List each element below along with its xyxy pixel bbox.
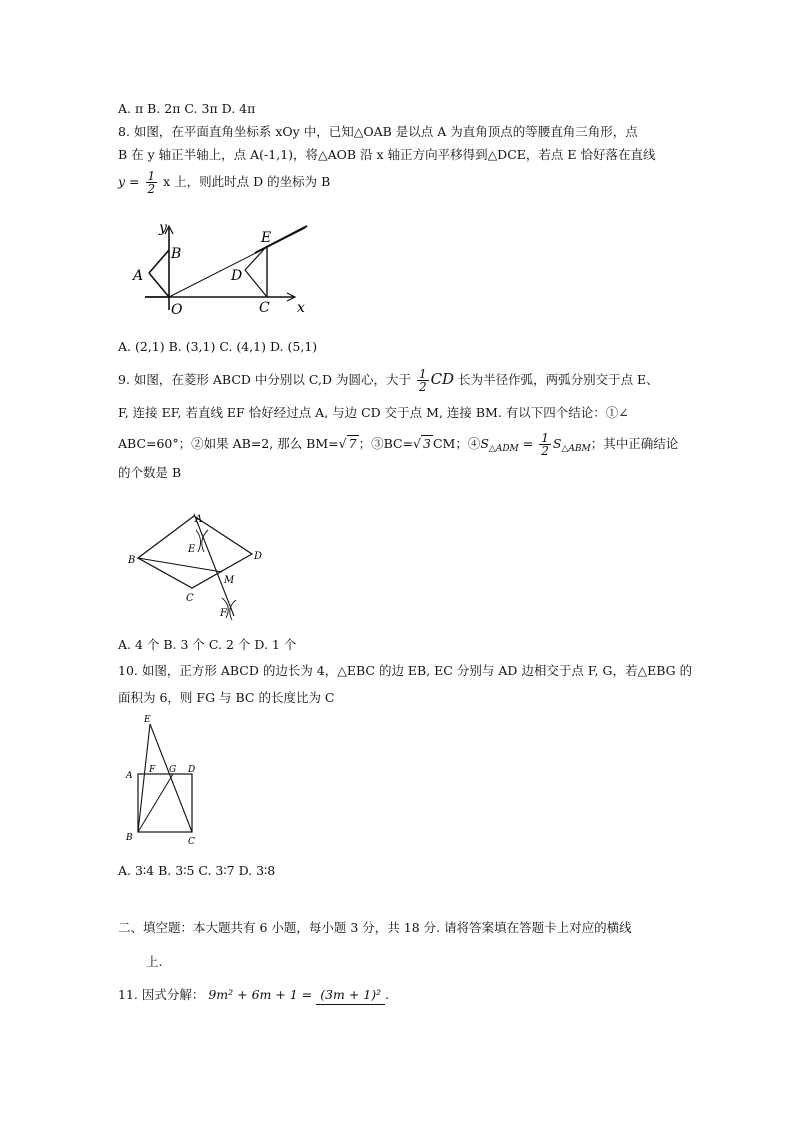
q9-sqrt7: √ 7 [338, 436, 357, 451]
q9-s-right-sub: △ABM [561, 444, 591, 454]
q11-line [118, 986, 389, 1005]
q8-label-B: B [171, 246, 182, 262]
q8-options: A. (2,1) B. (3,1) C. (4,1) D. (5,1) [118, 339, 318, 354]
q8-figure-svg [125, 218, 315, 318]
q9-sqrt3: √ 3 [413, 436, 431, 451]
q10-label-E: E [144, 715, 151, 725]
q9-s-left-sub: △ADM [488, 444, 519, 454]
q9-label-A: A [195, 514, 203, 525]
section2-line1: 二、填空题：本大题共有 6 小题，每小题 3 分，共 18 分. 请将答案填在答题卡上对应的横线 [118, 920, 632, 935]
q11-prefix: 11. 因式分解： [118, 987, 205, 1002]
q9-frac-num: 1 [418, 367, 427, 381]
q8-frac-num: 1 [147, 169, 156, 183]
q8-fraction [146, 170, 158, 195]
q8-label-y: y [159, 220, 167, 236]
q10-label-A: A [126, 771, 133, 781]
q10-options: A. 3∶4 B. 3∶5 C. 3∶7 D. 3∶8 [118, 863, 276, 878]
q10-label-B: B [126, 833, 133, 843]
q8-line2: B 在 y 轴正半轴上，点 A(-1,1)，将△AOB 沿 x 轴正方向平移得到△DCE，若点 E 恰好落在直线 [118, 147, 656, 162]
q10-label-D: D [188, 765, 196, 775]
q9-line3-a: ABC=60°；②如果 AB=2, 那么 BM= [118, 436, 339, 451]
q9-frac2-num: 1 [541, 431, 549, 445]
q10-line1: 10. 如图，正方形 ABCD 的边长为 4，△EBC 的边 EB, EC 分别与 AD 边相交于点 F, G，若△EBG 的 [118, 663, 693, 678]
q8-line3 [118, 170, 330, 195]
q9-s-right: S [552, 436, 562, 451]
section2-line2: 上. [146, 954, 163, 969]
q11-suffix: . [385, 987, 390, 1002]
q7-options: A. π B. 2π C. 3π D. 4π [118, 101, 256, 116]
q9-line1 [118, 368, 659, 393]
q8-label-x: x [297, 300, 305, 316]
q9-label-M: M [224, 575, 235, 586]
q9-line1-prefix: 9. 如图，在菱形 ABCD 中分别以 C,D 为圆心，大于 [118, 372, 411, 387]
q9-figure-svg [120, 508, 270, 626]
q10-label-C: C [188, 837, 195, 847]
q9-label-C: C [186, 593, 194, 604]
q9-line1-suffix: 长为半径作弧，两弧分别交于点 E、 [458, 372, 659, 387]
q8-label-D: D [231, 268, 243, 284]
q9-fraction [417, 368, 429, 393]
q9-line3-d: ；其中正确结论 [590, 436, 679, 451]
q8-eq-prefix: y = [118, 174, 140, 189]
q11-expr: 9m² + 6m + 1 = [208, 987, 313, 1002]
q9-fraction-2 [539, 432, 551, 457]
q8-label-C: C [259, 300, 270, 316]
q10-figure [120, 712, 210, 852]
q9-options: A. 4 个 B. 3 个 C. 2 个 D. 1 个 [118, 637, 297, 652]
q9-line2: F, 连接 EF, 若直线 EF 恰好经过点 A, 与边 CD 交于点 M, 连接 BM. 有以下四个结论：①∠ [118, 405, 629, 420]
q9-line3-b: ；③BC= [358, 436, 414, 451]
q9-s-left: S [480, 436, 489, 451]
q9-label-D: D [254, 551, 263, 562]
q8-eq-suffix: x 上，则此时点 D 的坐标为 B [163, 174, 331, 189]
q9-line3 [118, 432, 678, 458]
q8-label-A: A [133, 268, 144, 284]
q9-frac2-den: 2 [541, 444, 549, 458]
q9-figure [120, 508, 270, 630]
q10-figure-svg [120, 712, 210, 848]
q8-frac-den: 2 [147, 182, 156, 196]
q8-figure [125, 218, 315, 322]
q10-label-G: G [169, 765, 177, 775]
q9-label-E: E [188, 544, 196, 555]
q8-label-O: O [171, 302, 183, 318]
q9-line3-c: CM；④ [432, 436, 481, 451]
q10-label-F: F [149, 765, 156, 775]
q10-line2: 面积为 6，则 FG 与 BC 的长度比为 C [118, 690, 335, 705]
q9-cd: CD [430, 370, 455, 388]
q9-sqrt7-rad: 7 [348, 436, 357, 451]
q9-label-B: B [128, 555, 136, 566]
q9-frac-den: 2 [418, 380, 427, 394]
q11-answer: (3m + 1)² [316, 986, 385, 1005]
q8-label-E: E [261, 230, 272, 246]
q9-label-F: F [220, 608, 227, 619]
q8-line1: 8. 如图，在平面直角坐标系 xOy 中，已知△OAB 是以点 A 为直角顶点的等腰直角三角形，点 [118, 124, 638, 139]
q9-sqrt3-rad: 3 [423, 436, 431, 451]
q9-line4: 的个数是 B [118, 465, 182, 480]
q9-eq: = [522, 436, 534, 451]
